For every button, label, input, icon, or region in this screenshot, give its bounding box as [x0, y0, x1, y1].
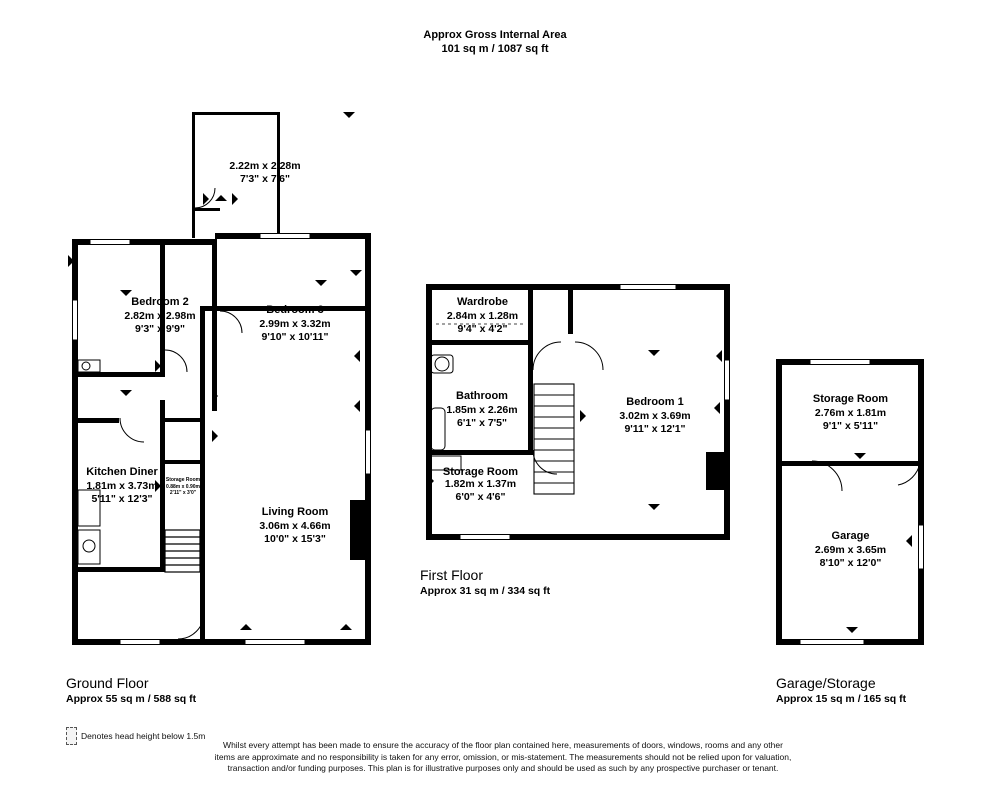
- room-living-room-label: Living Room: [261, 506, 329, 518]
- room-garage-storage-room-imperial: 9'1" x 5'11": [822, 419, 879, 432]
- room-bathroom-metric: 1.85m x 2.26m: [446, 403, 518, 416]
- room-first-storage-imperial: 6'0" x 4'6": [455, 491, 506, 503]
- ground-floor-title: Ground Floor: [66, 675, 149, 691]
- conservatory-metric: 2.22m x 2.28m: [229, 160, 301, 172]
- first-floor-caption: [420, 566, 550, 598]
- plan-header: [330, 28, 660, 56]
- room-bedroom-1-label: Bedroom 1: [626, 396, 684, 408]
- room-first-storage: [428, 466, 533, 504]
- room-bathroom-label: Bathroom: [456, 390, 508, 402]
- room-bedroom-2-label: Bedroom 2: [131, 296, 189, 308]
- room-living-room-metric: 3.06m x 4.66m: [259, 519, 331, 532]
- room-bedroom-1-imperial: 9'11" x 12'1": [624, 422, 686, 435]
- room-bedroom-3-metric: 2.99m x 3.32m: [259, 317, 331, 330]
- first-floor-subtitle: Approx 31 sq m / 334 sq ft: [420, 585, 551, 597]
- room-wardrobe-label: Wardrobe: [457, 296, 508, 308]
- garage-title: Garage/Storage: [776, 675, 876, 691]
- room-kitchen-diner-metric: 1.81m x 3.73m: [86, 479, 158, 492]
- conservatory-imperial: 7'3" x 7'6": [240, 173, 290, 185]
- room-garage-storage-room-metric: 2.76m x 1.81m: [814, 406, 887, 419]
- conservatory-dims: [210, 160, 320, 186]
- room-garage-metric: 2.69m x 3.65m: [814, 543, 887, 556]
- room-bedroom-2: [100, 296, 220, 336]
- room-living-room: [225, 506, 365, 546]
- head-height-note: Denotes head height below 1.5m: [81, 731, 206, 741]
- room-bedroom-3: [230, 304, 360, 344]
- disclaimer-text: Whilst every attempt has been made to ensure the accuracy of the floor plan contained here, measurements of doors, windows, rooms and any other items are approximate and no responsibility is taken for any error, omission, or mis-statement. The measurements should not be relied upon for valuation, transaction and/or funding purposes. This plan is for illustrative purposes only and should be used as such by any prospective purchaser or tenant.: [214, 740, 792, 773]
- room-garage-storage-room-label: Storage Room: [812, 393, 889, 405]
- room-ground-storage-metric: 0.88m x 0.90m: [166, 483, 200, 490]
- room-wardrobe-imperial: 9'4" x 4'2": [457, 322, 508, 335]
- room-garage: [788, 530, 913, 570]
- room-ground-storage: [161, 477, 205, 497]
- room-kitchen-diner-label: Kitchen Diner: [86, 466, 158, 478]
- room-living-room-imperial: 10'0" x 15'3": [264, 532, 326, 545]
- ground-floor-plan: [60, 100, 390, 660]
- room-bathroom-imperial: 6'1" x 7'5": [457, 416, 507, 429]
- plan-header-line1: Approx Gross Internal Area: [423, 29, 567, 41]
- room-bedroom-1-metric: 3.02m x 3.69m: [619, 409, 691, 422]
- first-floor-plan: [420, 280, 740, 550]
- room-first-storage-label: Storage Room: [442, 466, 519, 478]
- plan-header-line2: 101 sq m / 1087 sq ft: [441, 43, 549, 55]
- room-wardrobe: [425, 296, 540, 336]
- head-height-swatch: [66, 727, 77, 745]
- room-garage-imperial: 8'10" x 12'0": [819, 556, 882, 569]
- ground-floor-caption: [66, 674, 196, 706]
- room-wardrobe-metric: 2.84m x 1.28m: [446, 309, 519, 322]
- room-bathroom: [432, 390, 532, 430]
- garage-subtitle: Approx 15 sq m / 165 sq ft: [776, 693, 907, 705]
- room-ground-storage-label: Storage Room: [165, 477, 201, 483]
- garage-caption: [776, 674, 906, 706]
- ground-floor-subtitle: Approx 55 sq m / 588 sq ft: [66, 693, 197, 705]
- room-first-storage-metric: 1.82m x 1.37m: [444, 478, 517, 490]
- room-bedroom-2-imperial: 9'3" x 9'9": [135, 322, 185, 335]
- first-floor-title: First Floor: [420, 567, 483, 583]
- room-garage-label: Garage: [831, 530, 870, 542]
- garage-storage-plan: [770, 355, 930, 655]
- room-bedroom-3-label: Bedroom 3: [266, 304, 324, 316]
- room-garage-storage-room: [788, 393, 913, 433]
- room-kitchen-diner-imperial: 5'11" x 12'3": [91, 492, 153, 505]
- room-bedroom-3-imperial: 9'10" x 10'11": [261, 330, 329, 343]
- room-ground-storage-imperial: 2'11" x 3'0": [169, 490, 197, 496]
- room-bedroom-1: [590, 396, 720, 436]
- room-bedroom-2-metric: 2.82m x 2.98m: [124, 309, 196, 322]
